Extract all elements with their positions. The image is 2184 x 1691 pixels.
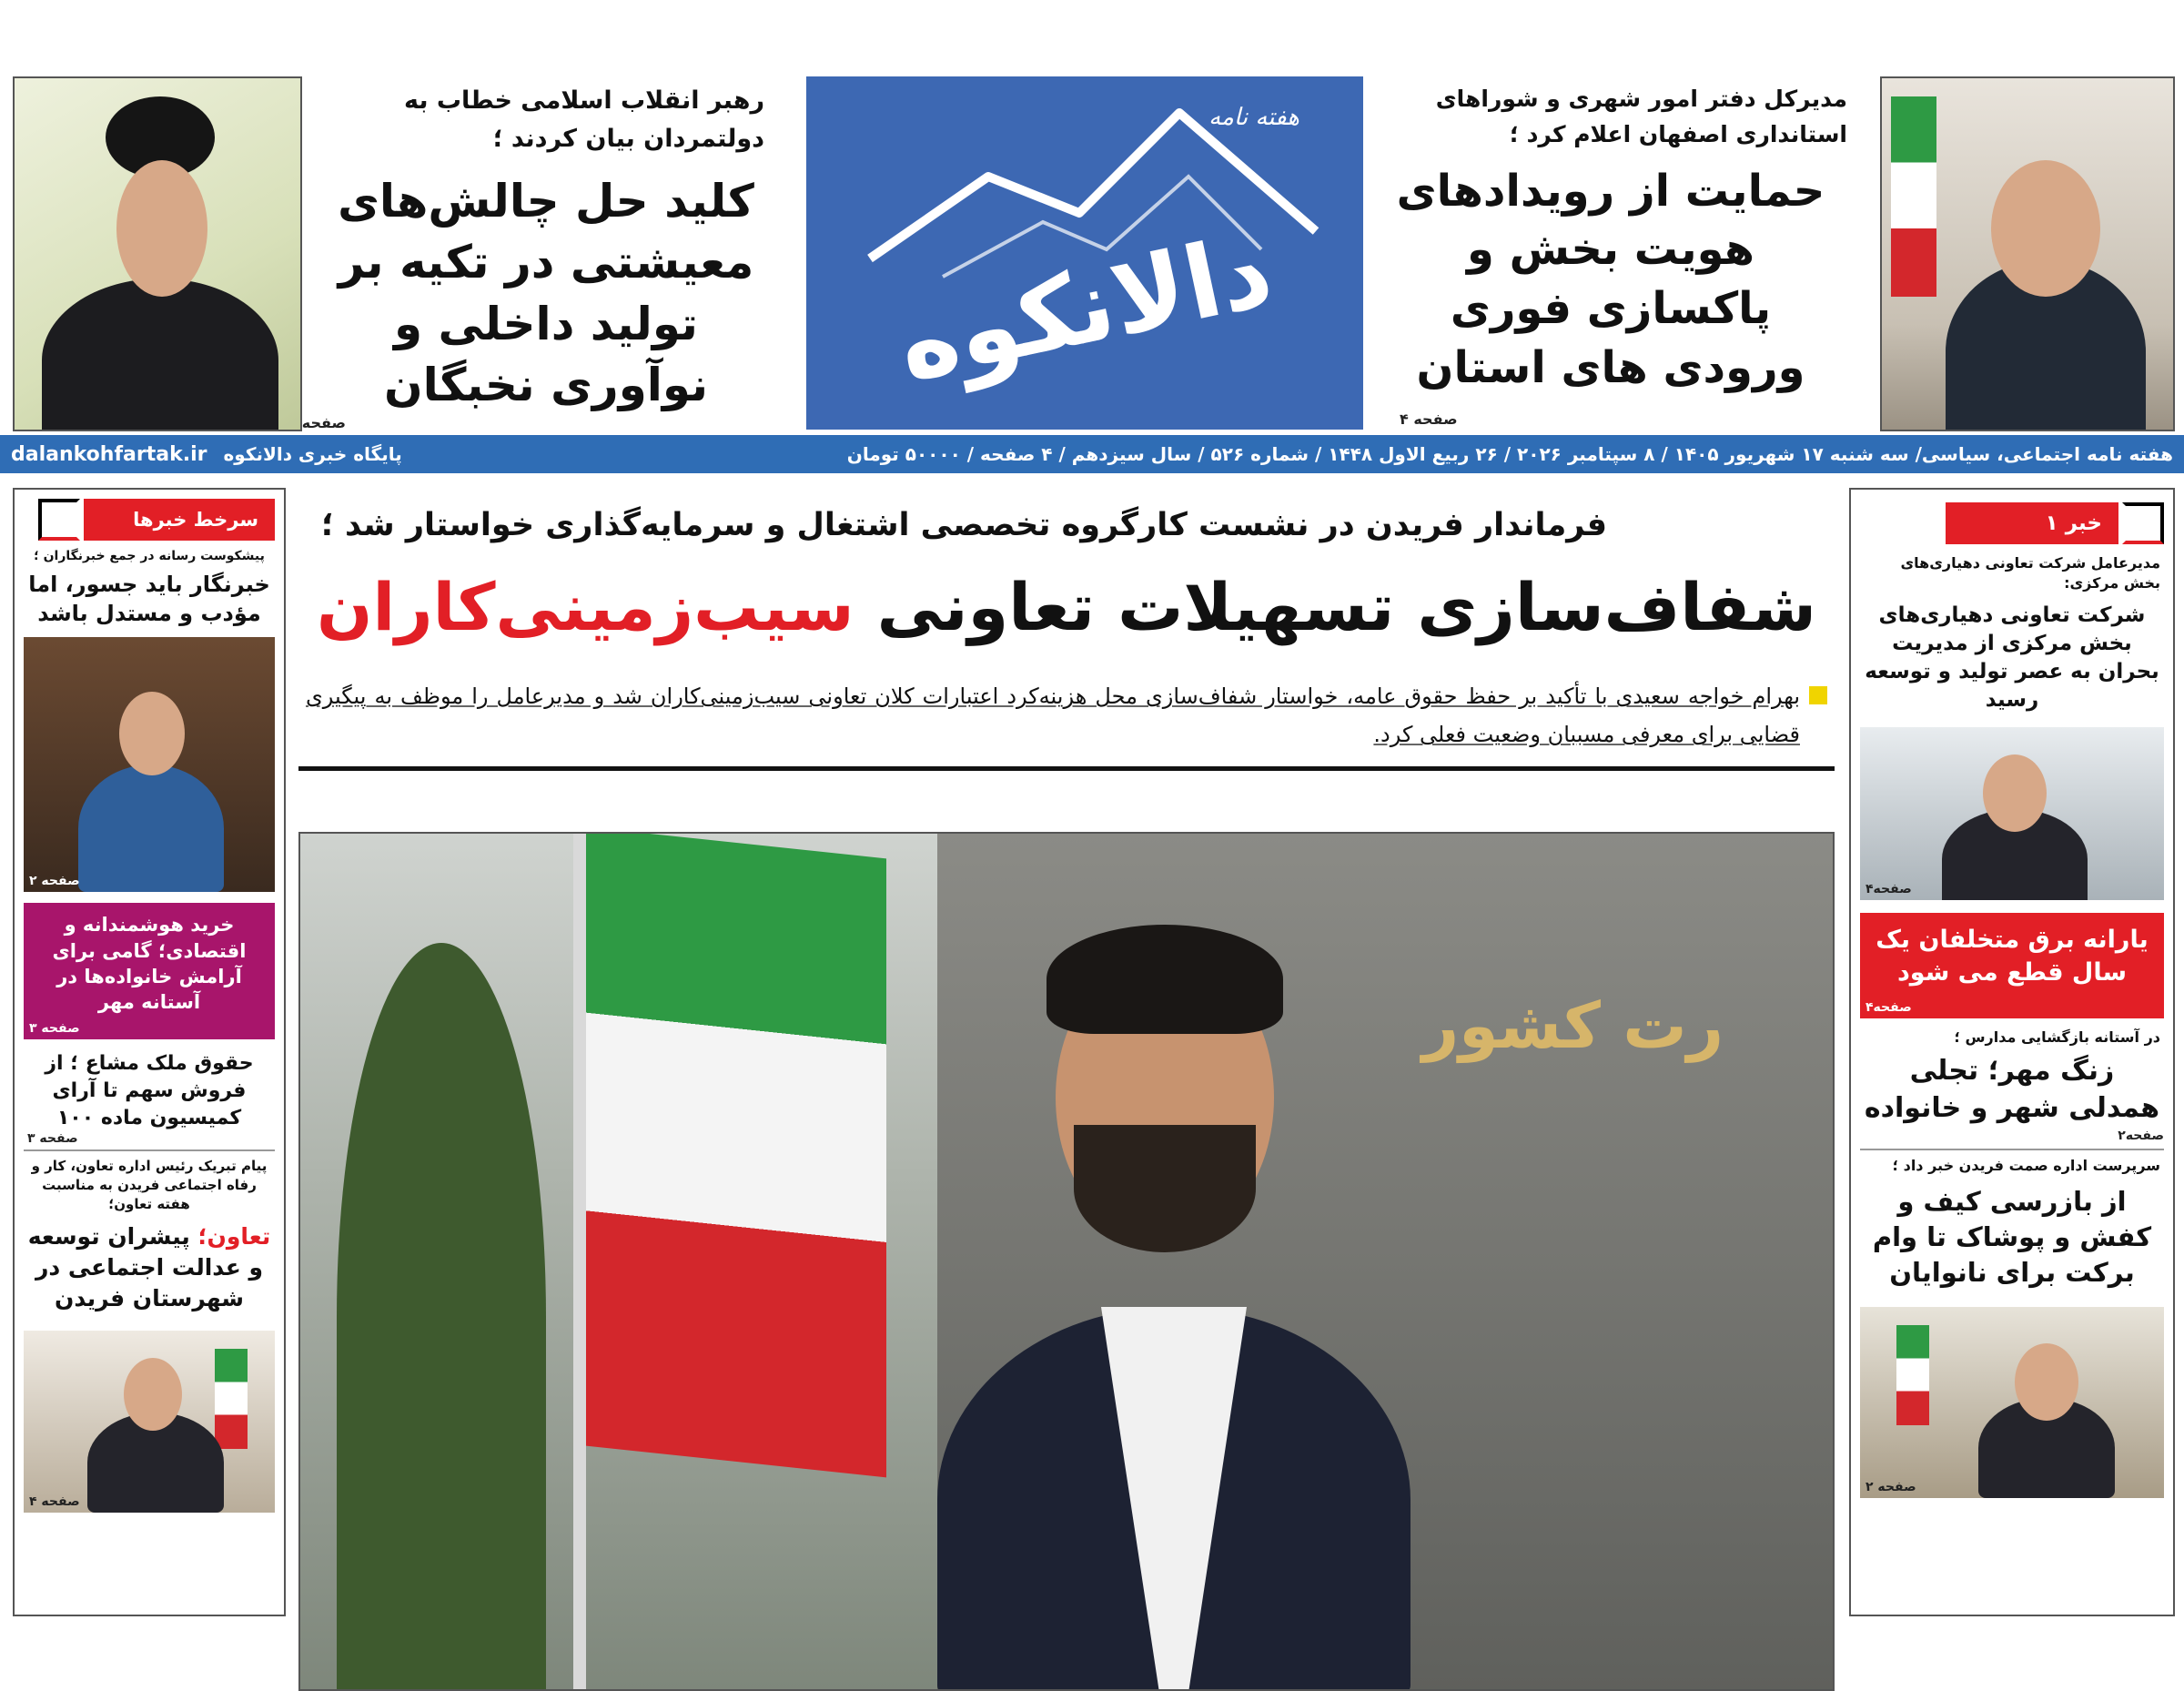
person-figure — [42, 278, 278, 431]
person-face — [124, 1358, 182, 1431]
top-right-photo — [1880, 76, 2175, 431]
corner-icon — [38, 499, 80, 541]
tree — [337, 943, 546, 1691]
top-right-headline[interactable]: حمایت از رویدادهای هویت بخش و پاکسازی فوری ورودی های استان — [1396, 165, 1825, 393]
left-item3-kicker: پیام تبریک رئیس اداره تعاون، کار و رفاه اجتماعی فریدن به مناسبت هفته تعاون؛ — [31, 1158, 268, 1213]
site-group — [11, 443, 402, 466]
left-item3-headline-text: پیشران توسعه و عدالت اجتماعی در شهرستان فریدن — [27, 1223, 264, 1311]
right-item1-kicker: مدیرعامل شرکت تعاونی دهیاری‌های بخش مرکزی: — [1900, 554, 2160, 592]
left-tag-label: سرخط خبرها — [84, 499, 275, 541]
right-item3-headline[interactable]: از بازرسی کیف و کفش و پوشاک تا وام برکت برای نانوایان — [1872, 1185, 2152, 1289]
main-headline-part2: سیب‌زمینی‌کاران — [317, 569, 854, 646]
right-promo-headline: یارانه برق متخلفان یک سال قطع می شود — [1876, 925, 2149, 987]
masthead-logo — [806, 76, 1363, 430]
left-promo-headline: خرید هوشمندانه و اقتصادی؛ گامی برای آرامش خانواده‌ها در آستانه مهر — [52, 914, 247, 1014]
right-item3-photo — [1860, 1307, 2164, 1498]
main-photo — [298, 832, 1835, 1691]
page-ref: صفحه ۳ — [27, 1131, 78, 1147]
left-item3-photo — [24, 1331, 275, 1513]
issue-details: هفته نامه اجتماعی، سیاسی/ سه شنبه ۱۷ شهریور ۱۴۰۵ / ۸ سپتامبر ۲۰۲۶ / ۲۶ ربیع الاول ۱۴۴۸ / شماره ۵۲۶ / سال سیزدهم / ۴ صفحه / ۵۰۰۰۰ تومان — [846, 443, 2173, 465]
top-left-story — [301, 82, 783, 437]
left-item1-kicker: پیشکوست رسانه در جمع خبرنگاران ؛ — [34, 549, 265, 563]
photo-sign: رت کشور — [1421, 988, 1724, 1063]
main-lead — [298, 677, 1835, 754]
top-right-story — [1356, 82, 1866, 437]
right-promo[interactable] — [1860, 913, 2164, 1018]
left-item1-headline[interactable]: خبرنگار باید جسور، اما مؤدب و مستدل باشد — [28, 571, 270, 626]
bullet-icon — [1809, 686, 1827, 704]
right-item2-headline[interactable]: زنگ مهر؛ تجلی همدلی شهر و خانواده — [1864, 1055, 2160, 1124]
left-item3-headline-red: تعاون؛ — [197, 1223, 271, 1251]
main-kicker: فرماندار فریدن در نشست کارگروه تخصصی اشتغال و سرمایه‌گذاری خواستار شد ؛ — [320, 507, 1607, 543]
page-ref: صفحه — [301, 414, 346, 431]
top-left-kicker: رهبر انقلاب اسلامی خطاب به دولتمردان بیان کردند ؛ — [403, 86, 764, 153]
flag-icon — [586, 832, 886, 1477]
top-left-headline[interactable]: کلید حل چالش‌های معیشتی در تکیه بر تولید داخلی و نوآوری نخبگان — [338, 174, 754, 412]
flag-icon — [215, 1349, 248, 1449]
right-column — [1849, 488, 2175, 1616]
person-figure — [78, 764, 224, 892]
page-ref: صفحه ۳ — [29, 1021, 80, 1037]
left-tag — [15, 499, 275, 541]
site-url[interactable]: dalankohfartak.ir — [11, 442, 207, 466]
page-ref: صفحه ۲ — [29, 874, 80, 889]
right-item1-headline[interactable]: شرکت تعاونی دهیاری‌های بخش مرکزی از مدیریت بحران به عصر تولید و توسعه رسید — [1865, 602, 2159, 712]
page-ref: صفحه۲ — [2118, 1129, 2164, 1144]
right-item1-photo — [1860, 727, 2164, 900]
person-face — [116, 160, 207, 297]
logo-text[interactable]: دالانکوه — [887, 211, 1282, 404]
right-tag — [1851, 502, 2164, 544]
site-label: پایگاه خبری دالانکوه — [223, 443, 402, 465]
flag-icon — [1896, 1325, 1929, 1425]
main-lead-text: بهرام خواجه سعیدی با تأکید بر حفظ حقوق عامه، خواستار شفاف‌سازی محل هزینه‌کرد اعتبارات کلان تعاونی سیب‌زمینی‌کاران شد و مدیرعامل را موظف به پیگیری قضایی برای معرفی مسببان وضعیت فعلی کرد. — [306, 683, 1800, 748]
person-face — [119, 692, 185, 775]
top-right-kicker: مدیرکل دفتر امور شهری و شوراهای استانداری اصفهان اعلام کرد ؛ — [1435, 86, 1847, 147]
hair — [1046, 925, 1283, 1034]
page-ref: صفحه ۴ — [29, 1494, 80, 1509]
person-face — [1991, 160, 2100, 297]
right-item3-kicker: سرپرست اداره صمت فریدن خبر داد ؛ — [1892, 1157, 2160, 1175]
main-headline-part1: شفاف‌سازی تسهیلات تعاونی — [854, 569, 1816, 646]
top-left-photo — [13, 76, 302, 431]
left-item3-headline[interactable] — [15, 1214, 284, 1313]
person-face — [2015, 1343, 2078, 1421]
page-ref: صفحه ۲ — [1866, 1480, 1916, 1495]
main-story — [298, 491, 1835, 1691]
person-face — [1983, 754, 2047, 832]
flag-icon — [1891, 96, 1936, 297]
page-ref: صفحه ۴ — [1400, 410, 1458, 428]
left-item2-headline[interactable]: حقوق ملک مشاع ؛ از فروش سهم تا آرای کمیسیون ماده ۱۰۰ — [45, 1052, 254, 1129]
page-ref: صفحه۴ — [1866, 999, 1912, 1015]
right-item2-kicker: در آستانه بازگشایی مدارس ؛ — [1954, 1028, 2160, 1046]
pole — [573, 834, 586, 1691]
left-promo[interactable] — [24, 903, 275, 1039]
corner-icon — [2122, 502, 2164, 544]
main-headline[interactable] — [298, 563, 1835, 652]
page-ref: صفحه۴ — [1866, 881, 1912, 896]
left-item1-photo — [24, 637, 275, 892]
logo-kicker: هفته نامه — [1208, 104, 1299, 131]
beard — [1074, 1125, 1256, 1252]
info-bar — [0, 435, 2184, 473]
right-tag-label: خبر ۱ — [1946, 502, 2118, 544]
left-column — [13, 488, 286, 1616]
